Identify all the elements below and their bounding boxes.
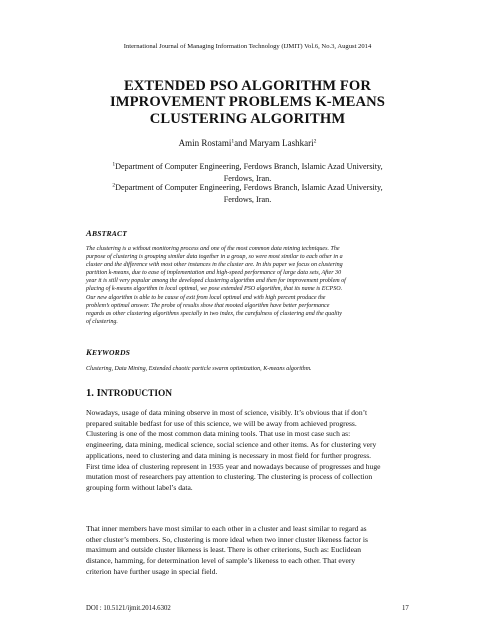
body-line: applications, need to clustering and data mining is necessary in most field for further progress.: [86, 450, 372, 460]
paper-title: [40, 78, 455, 127]
affiliation: [60, 182, 435, 205]
body-line: criterion have further usage in special field.: [86, 566, 218, 576]
body-line: prepared suitable bedfast for use of this science, we will be away from achieved progress.: [86, 418, 357, 428]
affiliation-line: Department of Computer Engineering, Ferdows Branch, Islamic Azad University,: [115, 162, 383, 171]
author-name: Amin Rostami: [178, 138, 232, 148]
affiliation-line: Ferdows, Iran.: [223, 194, 272, 204]
body-line: Nowadays, usage of data mining observe in most of science, visibly. It’s obvious that if don’t: [86, 408, 368, 417]
abstract-line: partition k-means, due to ease of implementation and high-speed performance of large data sets, After 30: [86, 270, 342, 277]
affiliation: [60, 161, 435, 184]
journal-header: International Journal of Managing Information Technology (IJMIT) Vol.6, No.3, August 2014: [123, 43, 372, 50]
abstract-line: problem’s optimal answer. The probe of results show that mooted algorithm have better performance: [86, 302, 330, 309]
affiliation-mark: 2: [112, 182, 116, 189]
author-name: and Maryam Lashkari: [234, 138, 314, 148]
abstract-line: regards as other clustering algorithms specially in two index, the carefulness of clustering and the quality: [86, 310, 342, 317]
abstract-line: year it is still very popular among the developed clustering algorithm and then for improvement problem of: [86, 278, 346, 285]
title-line: EXTENDED PSO ALGORITHM FOR: [123, 78, 372, 94]
abstract-line: of clustering.: [86, 318, 118, 325]
abstract-line: Our new algorithm is able to be cause of exit from local optimal and with high percent produce the: [86, 294, 326, 301]
title-line: CLUSTERING ALGORITHM: [149, 110, 346, 127]
body-line: other cluster’s members. So, clustering is more ideal when two inner cluster likeness factor is: [86, 534, 368, 544]
body-line: distance, hamming, for determination level of sample’s likeness to each other. That every: [86, 556, 356, 566]
introduction-heading: 1. INTRODUCTION: [86, 388, 173, 399]
body-line: maximum and outside cluster likeness is least. There is other criterions, Such as: Euclidean: [86, 545, 362, 555]
abstract-line: placing of k-means algorithm in local optimal, we pose extended PSO algorithm, that its name is ECPSO.: [86, 286, 343, 293]
abstract-line: purpose of clustering is grouping similar data together in a group, so were most similar to each other in a: [86, 254, 343, 261]
abstract-line: cluster and the difference with most other instances in the cluster are. In this paper we focus on clustering: [86, 262, 343, 269]
keywords-body: Clustering, Data Mining, Extended chaotic particle swarm optimization, K-means algorithm.: [86, 366, 312, 372]
abstract-heading: ABSTRACT: [86, 228, 128, 238]
keywords-heading: KEYWORDS: [86, 347, 131, 357]
author-affiliation-mark: 2: [313, 138, 317, 145]
abstract-line: The clustering is a without monitoring process and one of the most common data mining techniques. The: [86, 246, 340, 252]
introduction-paragraph: [86, 524, 416, 578]
page-number: 17: [402, 605, 409, 612]
body-line: First time idea of clustering represent in 1935 year and nowadays because of progresses and huge: [86, 461, 381, 471]
abstract-body: [86, 245, 416, 326]
author-list: [0, 138, 495, 148]
body-line: grouping form without label’s data.: [86, 482, 193, 492]
affiliation-line: Department of Computer Engineering, Ferdows Branch, Islamic Azad University,: [115, 183, 383, 192]
affiliation-mark: 1: [112, 161, 116, 168]
affiliation-line: Ferdows, Iran.: [223, 173, 272, 183]
body-line: That inner members have most similar to each other in a cluster and least similar to regard as: [86, 524, 367, 533]
body-line: Clustering is one of the most common data mining tools. That use in most case such as:: [86, 429, 351, 439]
introduction-paragraph: [86, 408, 416, 494]
body-line: engineering, data mining, medical science, social science and other items. As for clustering very: [86, 440, 377, 450]
body-line: mutation most of researchers pay attention to clustering. The clustering is process of collection: [86, 472, 373, 482]
title-line: IMPROVEMENT PROBLEMS K-MEANS: [110, 94, 385, 111]
author-affiliation-mark: 1: [231, 138, 235, 145]
doi-footer: DOI : 10.5121/ijmit.2014.6302: [86, 605, 171, 612]
